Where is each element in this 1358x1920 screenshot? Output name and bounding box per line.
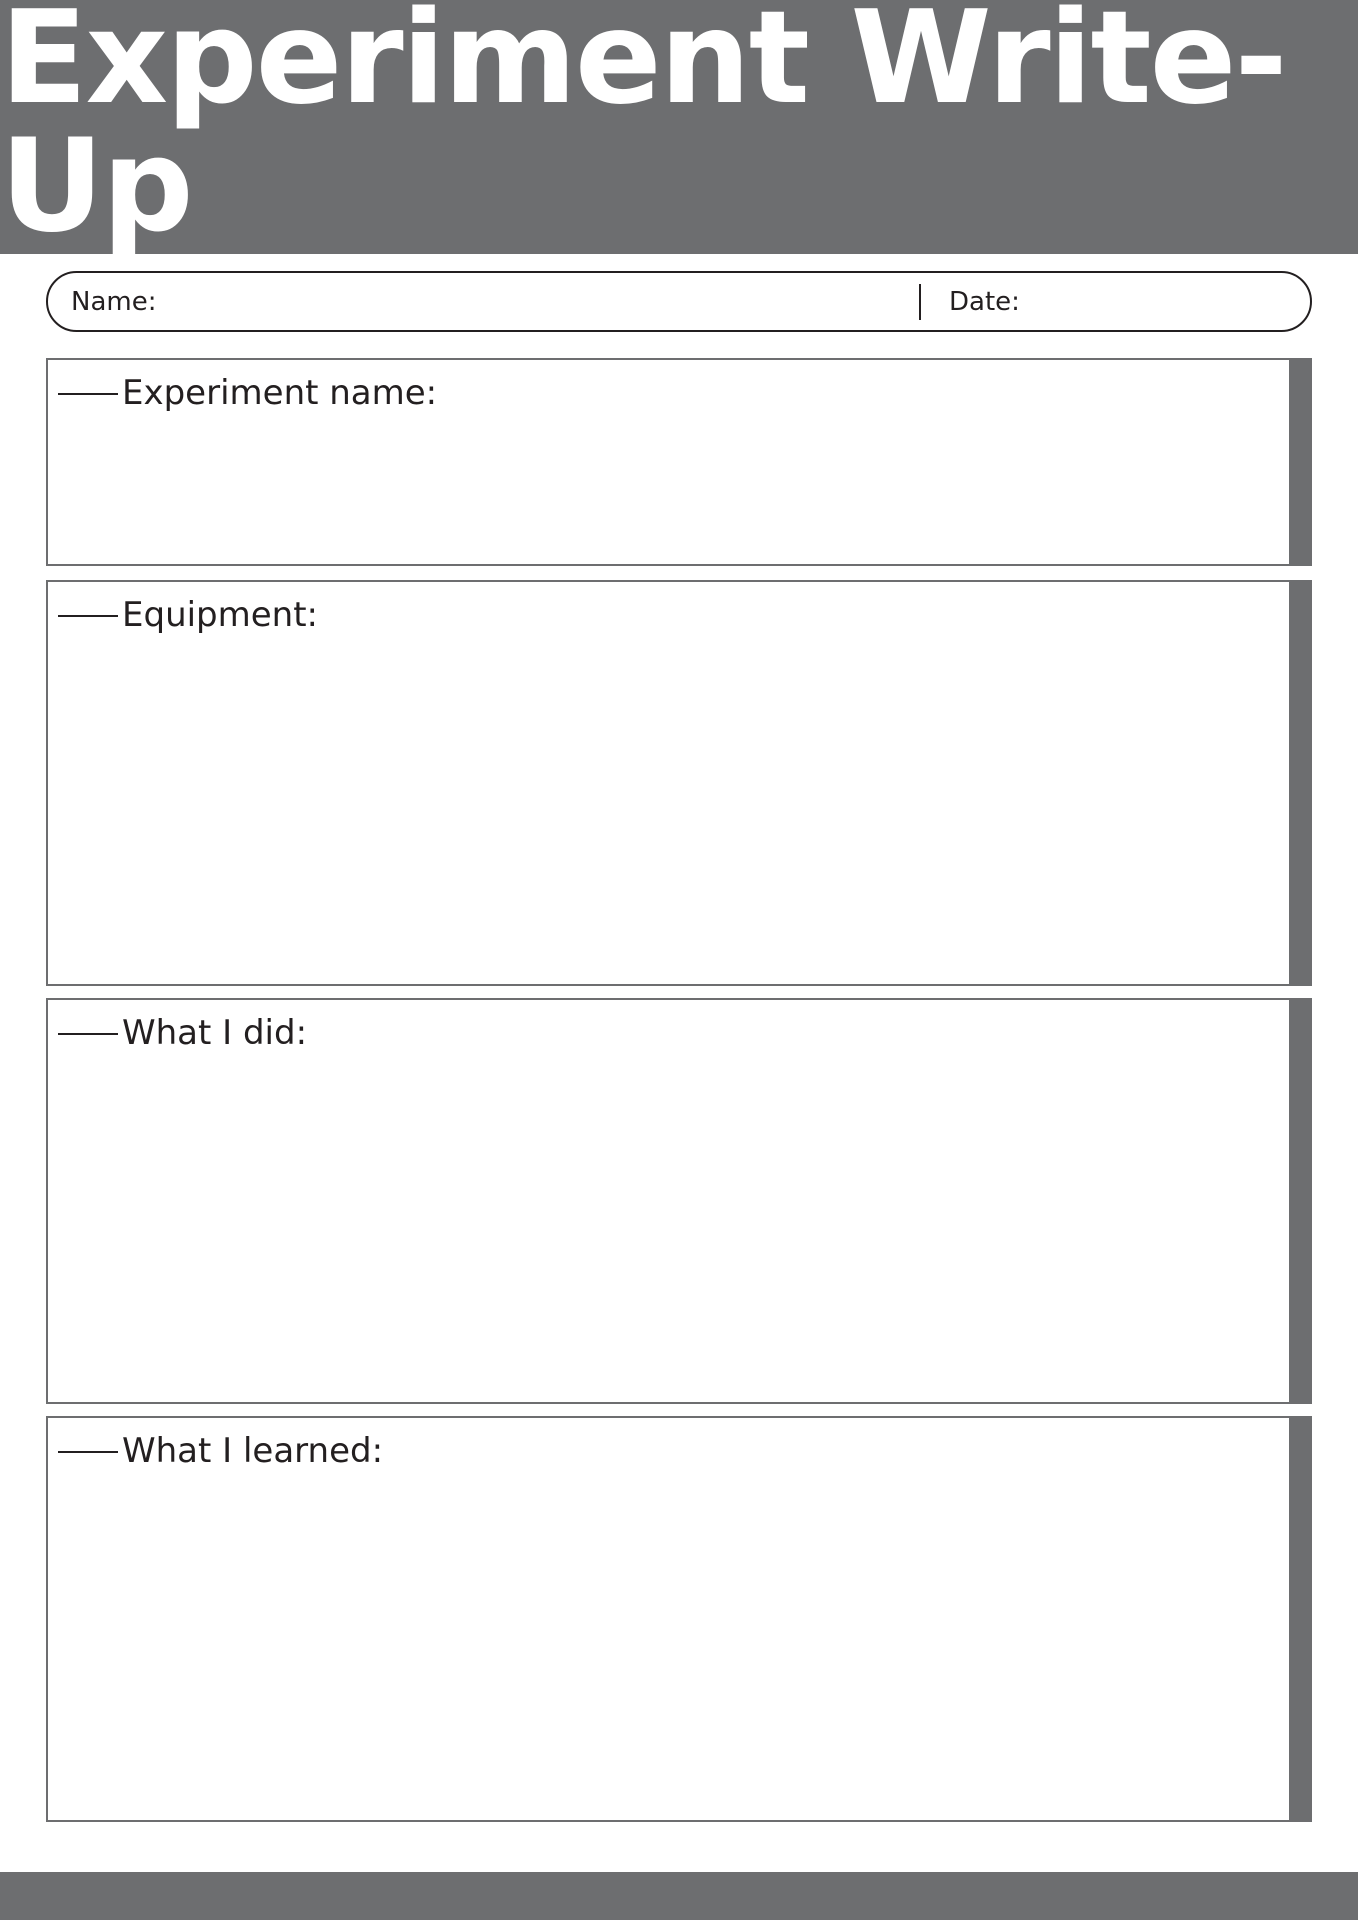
section-box <box>46 580 1291 986</box>
section-dash <box>58 615 118 617</box>
section-shadow <box>1290 998 1312 1404</box>
section-dash <box>58 1033 118 1035</box>
what-i-did-label: What I did: <box>122 1013 308 1053</box>
date-label: Date: <box>949 286 1020 317</box>
footer-band <box>0 1872 1358 1920</box>
name-date-bar <box>46 271 1312 332</box>
equipment-write-area[interactable] <box>50 642 1287 982</box>
equipment-section <box>46 580 1312 986</box>
what-i-did-write-area[interactable] <box>50 1060 1287 1400</box>
experiment-name-write-area[interactable] <box>50 420 1287 562</box>
what-i-learned-write-area[interactable] <box>50 1478 1287 1818</box>
what-i-did-section <box>46 998 1312 1404</box>
name-date-divider <box>919 284 921 320</box>
experiment-name-section <box>46 358 1312 566</box>
section-shadow <box>1290 1416 1312 1822</box>
equipment-label: Equipment: <box>122 595 319 635</box>
section-box <box>46 1416 1291 1822</box>
section-box <box>46 358 1291 566</box>
section-shadow <box>1290 358 1312 566</box>
section-dash <box>58 1451 118 1453</box>
what-i-learned-section <box>46 1416 1312 1822</box>
section-shadow <box>1290 580 1312 986</box>
page-title: Experiment Write-Up <box>0 0 1286 261</box>
name-label: Name: <box>71 286 157 317</box>
what-i-learned-label: What I learned: <box>122 1431 384 1471</box>
section-dash <box>58 393 118 395</box>
experiment-name-label: Experiment name: <box>122 373 438 413</box>
section-box <box>46 998 1291 1404</box>
